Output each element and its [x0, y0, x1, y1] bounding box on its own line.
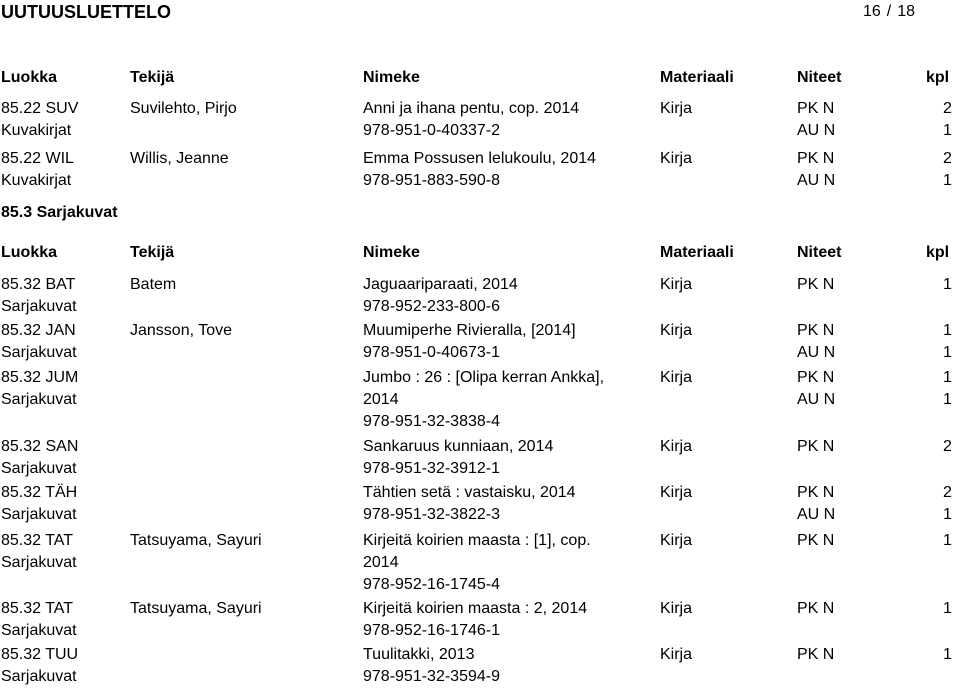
- entry-count: 2: [943, 100, 952, 117]
- column-header-kpl: kpl: [926, 69, 950, 86]
- entry-copies-location: AU N: [797, 391, 836, 408]
- column-header-materiaali: Materiaali: [660, 69, 734, 86]
- entry-title: Kirjeitä koirien maasta : [1], cop.: [363, 532, 591, 549]
- entry-count: 2: [943, 150, 952, 167]
- column-header-niteet: Niteet: [797, 69, 842, 86]
- entry-class: 85.22 SUV: [1, 100, 79, 117]
- entry-isbn: 978-951-0-40337-2: [363, 122, 500, 139]
- entry-title: Muumiperhe Rivieralla, [2014]: [363, 322, 576, 339]
- page-separator: /: [886, 3, 892, 20]
- entry-material: Kirja: [660, 484, 693, 501]
- entry-count: 1: [943, 122, 952, 139]
- entry-count: 2: [943, 438, 952, 455]
- entry-count: 1: [943, 172, 952, 189]
- entry-title: Jumbo : 26 : [Olipa kerran Ankka],: [363, 369, 605, 386]
- entry-class: Sarjakuvat: [1, 506, 77, 523]
- section-heading: 85.3 Sarjakuvat: [1, 204, 118, 221]
- entry-class: Sarjakuvat: [1, 668, 77, 685]
- entry-count: 1: [943, 322, 952, 339]
- entry-class: 85.32 BAT: [1, 276, 76, 293]
- entry-title: Sankaruus kunniaan, 2014: [363, 438, 554, 455]
- column-header-nimeke: Nimeke: [363, 69, 420, 86]
- entry-class: Sarjakuvat: [1, 460, 77, 477]
- column-header-nimeke: Nimeke: [363, 244, 420, 261]
- page-total: 18: [897, 3, 916, 20]
- entry-material: Kirja: [660, 150, 693, 167]
- entry-class: Kuvakirjat: [1, 122, 72, 139]
- entry-class: 85.32 SAN: [1, 438, 79, 455]
- entry-copies-location: AU N: [797, 122, 836, 139]
- column-header-materiaali: Materiaali: [660, 244, 734, 261]
- page-title: UUTUUSLUETTELO: [1, 2, 171, 22]
- entry-copies-location: PK N: [797, 369, 835, 386]
- entry-copies-location: PK N: [797, 322, 835, 339]
- entry-copies-location: PK N: [797, 600, 835, 617]
- entry-author: Batem: [130, 276, 177, 293]
- entry-class: 85.32 JUM: [1, 369, 79, 386]
- page-current: 16: [863, 3, 881, 20]
- entry-material: Kirja: [660, 100, 693, 117]
- entry-isbn: 978-951-0-40673-1: [363, 344, 500, 361]
- entry-isbn: 978-952-16-1746-1: [363, 622, 500, 639]
- entry-title: Kirjeitä koirien maasta : 2, 2014: [363, 600, 588, 617]
- entry-count: 1: [943, 391, 952, 408]
- entry-count: 2: [943, 484, 952, 501]
- entry-title: Jaguaariparaati, 2014: [363, 276, 518, 293]
- entry-material: Kirja: [660, 600, 693, 617]
- entry-title: 2014: [363, 391, 399, 408]
- entry-author: Tatsuyama, Sayuri: [130, 532, 262, 549]
- entry-copies-location: PK N: [797, 150, 835, 167]
- column-header-luokka: Luokka: [1, 244, 58, 261]
- entry-count: 1: [943, 532, 952, 549]
- column-header-tekija: Tekijä: [130, 69, 175, 86]
- entry-class: 85.32 TUU: [1, 646, 79, 663]
- entry-copies-location: PK N: [797, 276, 835, 293]
- entry-copies-location: PK N: [797, 646, 835, 663]
- column-header-niteet: Niteet: [797, 244, 842, 261]
- entry-material: Kirja: [660, 438, 693, 455]
- entry-material: Kirja: [660, 532, 693, 549]
- entry-isbn: 978-951-883-590-8: [363, 172, 500, 189]
- entry-isbn: 978-951-32-3838-4: [363, 413, 500, 430]
- entry-copies-location: AU N: [797, 172, 836, 189]
- entry-author: Suvilehto, Pirjo: [130, 100, 237, 117]
- entry-class: Sarjakuvat: [1, 344, 77, 361]
- entry-isbn: 978-952-233-800-6: [363, 298, 500, 315]
- entry-class: 85.32 TAT: [1, 532, 74, 549]
- entry-class: Sarjakuvat: [1, 298, 77, 315]
- entry-copies-location: PK N: [797, 532, 835, 549]
- entry-class: 85.32 JAN: [1, 322, 76, 339]
- entry-author: Willis, Jeanne: [130, 150, 229, 167]
- column-header-kpl: kpl: [926, 244, 950, 261]
- entry-class: 85.32 TÄH: [1, 484, 78, 501]
- entry-isbn: 978-951-32-3912-1: [363, 460, 500, 477]
- entry-class: 85.32 TAT: [1, 600, 74, 617]
- entry-material: Kirja: [660, 369, 693, 386]
- entry-material: Kirja: [660, 322, 693, 339]
- entry-copies-location: AU N: [797, 344, 836, 361]
- entry-count: 1: [943, 344, 952, 361]
- entry-class: 85.22 WIL: [1, 150, 74, 167]
- entry-copies-location: PK N: [797, 100, 835, 117]
- entry-author: Tatsuyama, Sayuri: [130, 600, 262, 617]
- entry-isbn: 978-952-16-1745-4: [363, 576, 500, 593]
- page-number: [863, 1, 915, 23]
- entry-isbn: 978-951-32-3822-3: [363, 506, 500, 523]
- column-header-tekija: Tekijä: [130, 244, 175, 261]
- entry-copies-location: AU N: [797, 506, 836, 523]
- entry-count: 1: [943, 646, 952, 663]
- entry-title: 2014: [363, 554, 399, 571]
- entry-material: Kirja: [660, 276, 693, 293]
- entry-material: Kirja: [660, 646, 693, 663]
- column-header-luokka: Luokka: [1, 69, 58, 86]
- entry-isbn: 978-951-32-3594-9: [363, 668, 500, 685]
- entry-class: Kuvakirjat: [1, 172, 72, 189]
- entry-class: Sarjakuvat: [1, 391, 77, 408]
- entry-count: 1: [943, 276, 952, 293]
- entry-title: Tähtien setä : vastaisku, 2014: [363, 484, 576, 501]
- entry-count: 1: [943, 369, 952, 386]
- entry-author: Jansson, Tove: [130, 322, 232, 339]
- entry-title: Tuulitakki, 2013: [363, 646, 475, 663]
- entry-copies-location: PK N: [797, 484, 835, 501]
- entry-title: Emma Possusen lelukoulu, 2014: [363, 150, 597, 167]
- entry-title: Anni ja ihana pentu, cop. 2014: [363, 100, 580, 117]
- entry-copies-location: PK N: [797, 438, 835, 455]
- entry-count: 1: [943, 506, 952, 523]
- entry-count: 1: [943, 600, 952, 617]
- entry-class: Sarjakuvat: [1, 622, 77, 639]
- entry-class: Sarjakuvat: [1, 554, 77, 571]
